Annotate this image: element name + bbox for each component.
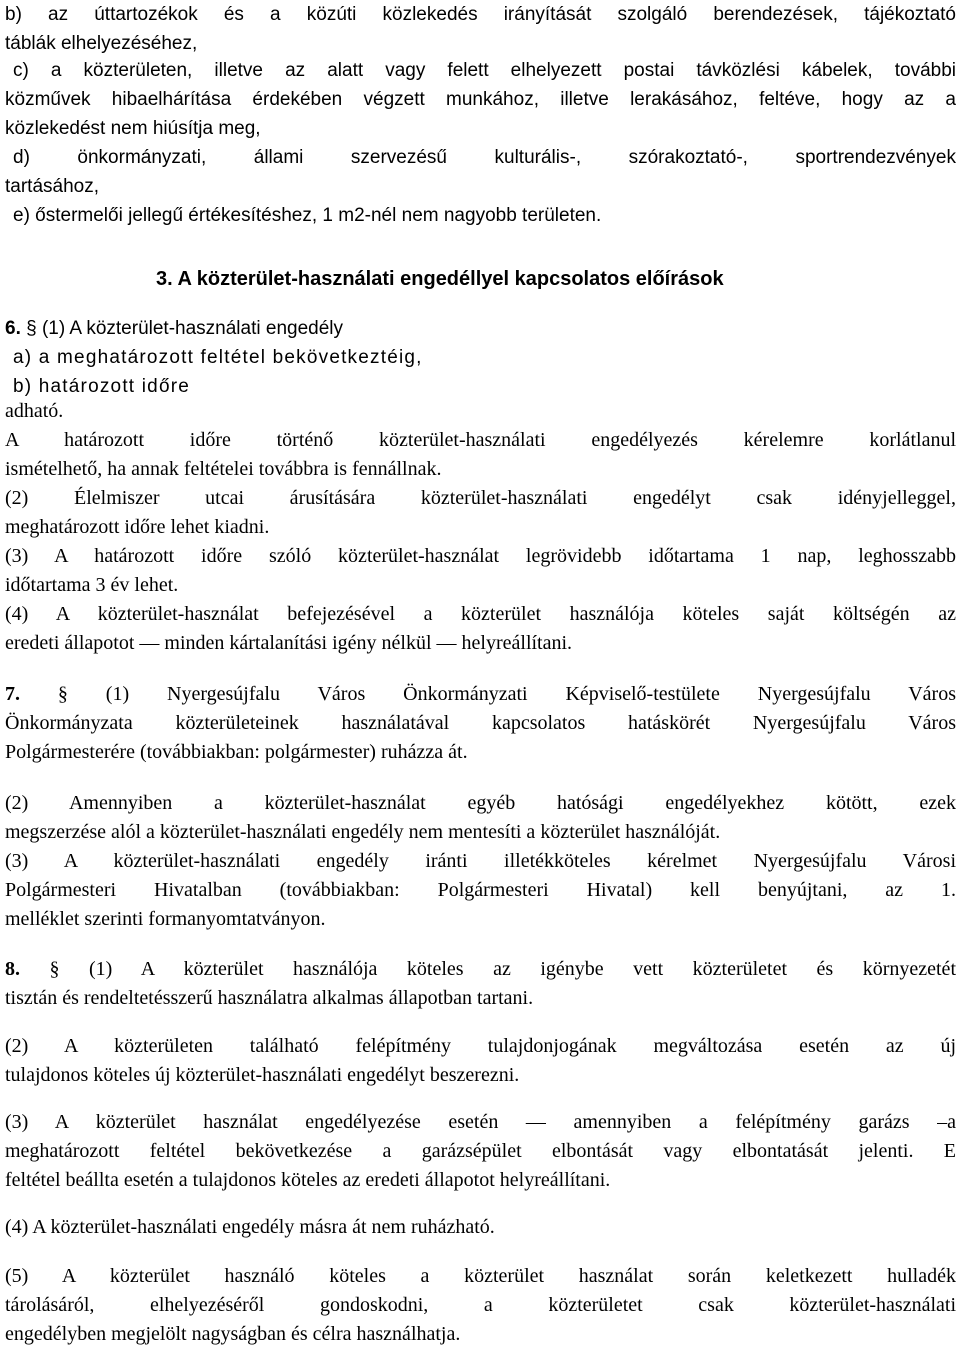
text-line: meghatározott időre lehet kiadni. [5, 516, 270, 538]
text-line: táblák elhelyezéséhez, [5, 33, 198, 54]
text-line: A határozott időre történő közterület-használati engedélyezés kérelemre korlátlanul [5, 429, 956, 451]
text-line: feltétel beállta esetén a tulajdonos köteles az eredeti állapotot helyreállítani. [5, 1169, 611, 1191]
paragraph-text: § (1) Nyergesújfalu Város Önkormányzati Képviselő-testülete Nyergesújfalu Város [20, 683, 956, 705]
section-heading: 3. A közterület-használati engedéllyel kapcsolatos előírások [156, 268, 724, 290]
list-item-b: b) az úttartozékok és a közúti közlekedés irányítását szolgáló berendezések, tájékoztató [5, 4, 956, 25]
text-line: tisztán és rendeltetésszerű használatra alkalmas állapotban tartani. [5, 987, 534, 1009]
text-line: Polgármesteri Hivatalban (továbbiakban: Polgármesteri Hivatal) kell benyújtani, az 1. [5, 879, 956, 901]
paragraph-8-1 [5, 955, 956, 984]
paragraph-8-5: (5) A közterület használó köteles a közterület használat során keletkezett hulladék [5, 1265, 956, 1287]
paragraph-7-3: (3) A közterület-használati engedély iránti illetékköteles kérelmet Nyergesújfalu Városi [5, 850, 956, 872]
text-line: melléklet szerinti formanyomtatványon. [5, 908, 326, 930]
paragraph-text: § (1) A közterület-használati engedély [20, 318, 343, 339]
text-line: adható. [5, 400, 64, 422]
section-number: 6. [5, 318, 21, 339]
paragraph-6-4: (4) A közterület-használat befejezésével a közterület használója köteles saját költségén az [5, 603, 956, 625]
paragraph-8-4: (4) A közterület-használati engedély másra át nem ruházható. [5, 1216, 495, 1238]
text-line: Önkormányzata közterületeinek használatával kapcsolatos hatáskörét Nyergesújfalu Város [5, 712, 956, 734]
paragraph-7-1 [5, 680, 956, 709]
section-number: 8. [5, 958, 20, 980]
text-line: tárolásáról, elhelyezéséről gondoskodni, a közterületet csak közterület-használati [5, 1294, 956, 1316]
text-line: közművek hibaelhárítása érdekében végzett munkához, illetve lerakásához, feltéve, hogy az a [5, 89, 956, 110]
list-item-a: a) a meghatározott feltétel bekövetkeztéig, [13, 347, 423, 368]
list-item-b: b) határozott időre [13, 376, 190, 397]
text-line: tartásához, [5, 176, 99, 197]
text-line: Polgármesterére (továbbiakban: polgármester) ruházza át. [5, 741, 468, 763]
text-line: engedélyben megjelölt nagyságban és célra használhatja. [5, 1323, 461, 1345]
paragraph-8-3: (3) A közterület használat engedélyezése esetén — amennyiben a felépítmény garázs –a [5, 1111, 956, 1133]
text-line: meghatározott feltétel bekövetkezése a garázsépület elbontását vagy elbontatását jelenti. E [5, 1140, 956, 1162]
paragraph-text: § (1) A közterület használója köteles az igénybe vett közterületet és környezetét [20, 958, 956, 980]
paragraph-6-1 [5, 314, 343, 343]
section-number: 7. [5, 683, 20, 705]
list-item-d: d) önkormányzati, állami szervezésű kulturális-, szórakoztató-, sportrendezvények [13, 147, 956, 168]
paragraph-8-2: (2) A közterületen található felépítmény tulajdonjogának megváltozása esetén az új [5, 1035, 956, 1057]
text-line: tulajdonos köteles új közterület-használati engedélyt beszerezni. [5, 1064, 520, 1086]
text-line: eredeti állapotot — minden kártalanítási igény nélkül — helyreállítani. [5, 632, 573, 654]
text-line: közlekedést nem hiúsítja meg, [5, 118, 261, 139]
text-line: ismételhető, ha annak feltételei továbbra is fennállnak. [5, 458, 442, 480]
paragraph-6-2: (2) Élelmiszer utcai árusítására közterület-használati engedélyt csak idényjelleggel, [5, 487, 956, 509]
text-line: időtartama 3 év lehet. [5, 574, 179, 596]
list-item-c: c) a közterületen, illetve az alatt vagy felett elhelyezett postai távközlési kábelek, további [13, 60, 956, 81]
text-line: megszerzése alól a közterület-használati engedély nem mentesíti a közterület használóját. [5, 821, 721, 843]
paragraph-6-3: (3) A határozott időre szóló közterület-használat legrövidebb időtartama 1 nap, leghosszabb [5, 545, 956, 567]
paragraph-7-2: (2) Amennyiben a közterület-használat egyéb hatósági engedélyekhez kötött, ezek [5, 792, 956, 814]
list-item-e: e) őstermelői jellegű értékesítéshez, 1 m2-nél nem nagyobb területen. [13, 205, 602, 226]
